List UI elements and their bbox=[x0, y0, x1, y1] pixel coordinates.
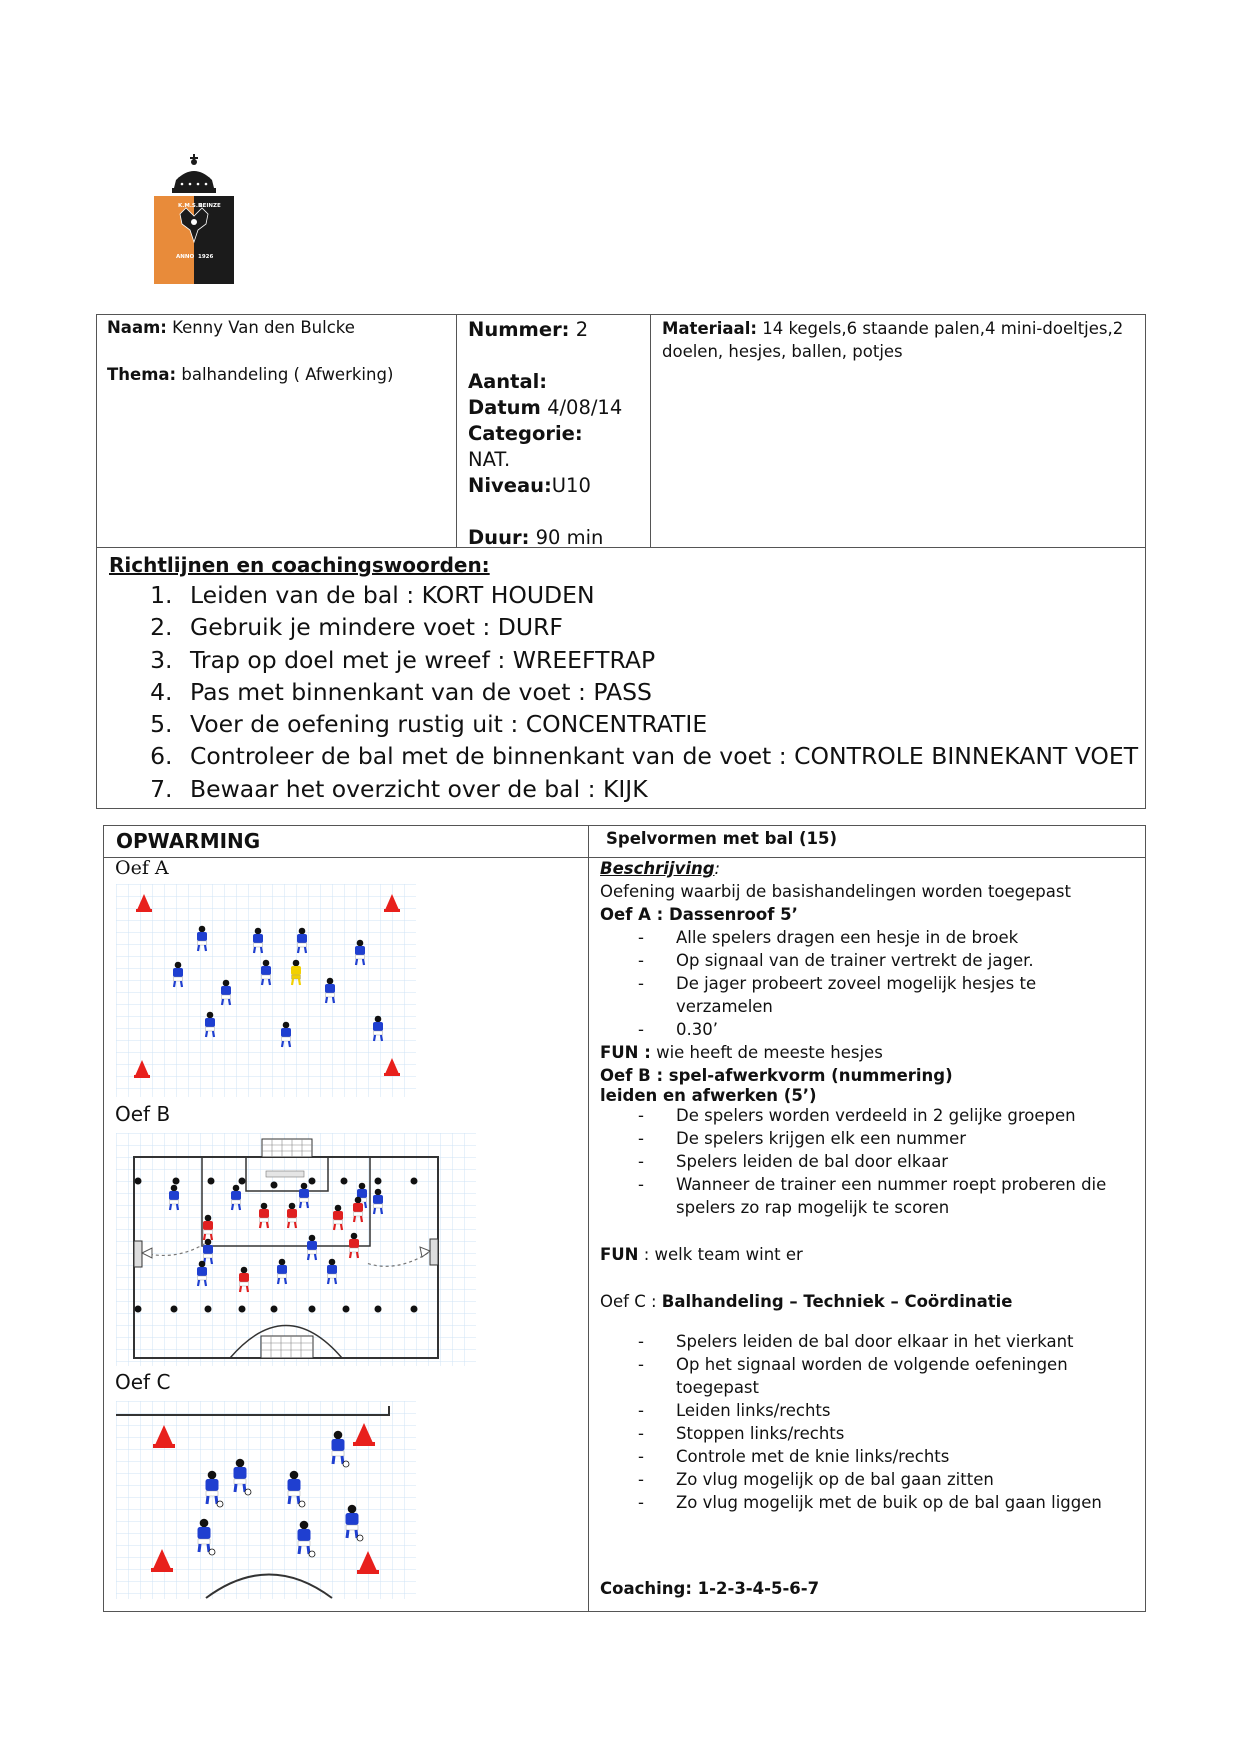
thema-value: balhandeling ( Afwerking) bbox=[181, 365, 394, 384]
oef-a-item: De jager probeert zoveel mogelijk hesjes te bbox=[676, 974, 1037, 993]
oef-b-title-1: Oef B : spel-afwerkvorm (nummering) bbox=[600, 1066, 953, 1085]
guideline-item: 3. Trap op doel met je wreef : WREEFTRAP bbox=[180, 644, 1138, 676]
coaching-line: Coaching: 1-2-3-4-5-6-7 bbox=[600, 1579, 820, 1598]
guideline-item: 2. Gebruik je mindere voet : DURF bbox=[180, 611, 1138, 643]
beschrijving-colon: : bbox=[714, 859, 721, 878]
oef-a-item: Alle spelers dragen een hesje in de broek bbox=[676, 928, 1019, 947]
oef-b-item: De spelers krijgen elk een nummer bbox=[676, 1129, 967, 1148]
guidelines-title: Richtlijnen en coachingswoorden: bbox=[109, 553, 490, 577]
oef-b-label: Oef B bbox=[115, 1102, 171, 1126]
oef-c-item: Op het signaal worden de volgende oefeningen bbox=[676, 1355, 1068, 1374]
naam-value: Kenny Van den Bulcke bbox=[172, 318, 355, 337]
svg-text:K.M.S.K.: K.M.S.K. bbox=[178, 203, 205, 209]
materiaal-value: 14 kegels,6 staande palen,4 mini-doeltjes,2 doelen, hesjes, ballen, potjes bbox=[662, 319, 1124, 361]
oef-b-item: Spelers leiden de bal door elkaar bbox=[676, 1152, 949, 1171]
svg-text:ANNO: ANNO bbox=[176, 254, 195, 260]
duur-value: 90 min bbox=[535, 526, 604, 549]
fun-a-text: wie heeft de meeste hesjes bbox=[656, 1043, 883, 1062]
oef-a-label: Oef A bbox=[115, 857, 169, 879]
datum-label: Datum bbox=[468, 396, 541, 419]
duur-label: Duur: bbox=[468, 526, 530, 549]
guideline-item: 7. Bewaar het overzicht over de bal : KIJK bbox=[180, 773, 1138, 805]
oef-c-title: Balhandeling – Techniek – Coördinatie bbox=[661, 1292, 1013, 1311]
guideline-item: 6. Controleer de bal met de binnenkant van de voet : CONTROLE BINNEKANT VOET bbox=[180, 740, 1138, 772]
session-table: OPWARMING Spelvormen met bal (15) Oef A Oef B Oef C Beschrijving: Oefening waarbij de basishandelingen worden toegepast Oef A : Dassenroof 5’ - Alle spelers dragen een hesje in de broek - Op signaal van de trainer vertrekt de jager. - De jager probeert zoveel mogelijk hesjes te verzamelen - 0.30’ FUN : wie heeft de meeste hesjes Oef B : spel-afwerkvorm (nummering) leiden en afwerken (5’) - De spelers worden verdeeld in 2 gelijke groepen - De spelers krijgen elk een nummer - Spelers leiden de bal door elkaar - Wanneer de trainer een nummer roept proberen die spelers zo rap mogelijk te scoren FUN : welk team wint er Oef C : Balhandeling – Techniek – Coördinatie - Spelers leiden de bal door elkaar in het vierkant - Op het signaal worden de volgende oefeningen toegepast - Leiden links/rechts - Stoppen links/rechts - Controle met de knie links/rechts - Zo vlug mogelijk op de bal gaan zitten - Zo vlug mogelijk met de buik op de bal gaan liggen Coaching: 1-2-3-4-5-6-7 bbox=[103, 825, 1146, 1612]
nummer-label: Nummer: bbox=[468, 318, 570, 341]
oef-c-item: Zo vlug mogelijk met de buik op de bal gaan liggen bbox=[676, 1493, 1102, 1512]
guideline-item: 5. Voer de oefening rustig uit : CONCENTRATIE bbox=[180, 708, 1138, 740]
oef-b-item: De spelers worden verdeeld in 2 gelijke groepen bbox=[676, 1106, 1076, 1125]
niveau-value: U10 bbox=[551, 474, 591, 497]
guidelines-box bbox=[96, 547, 1146, 809]
svg-text:1926: 1926 bbox=[198, 254, 214, 260]
oef-b-title-2: leiden en afwerken (5’) bbox=[600, 1086, 817, 1105]
oef-c-item: Spelers leiden de bal door elkaar in het vierkant bbox=[676, 1332, 1074, 1351]
fun-b-text: : welk team wint er bbox=[643, 1245, 803, 1264]
fun-a-label: FUN : bbox=[600, 1043, 651, 1062]
niveau-label: Niveau: bbox=[468, 474, 552, 497]
oef-b-item: Wanneer de trainer een nummer roept proberen die bbox=[676, 1175, 1107, 1194]
naam-thema-cell bbox=[97, 315, 457, 547]
materiaal-label: Materiaal: bbox=[662, 319, 757, 338]
oef-c-item: Leiden links/rechts bbox=[676, 1401, 831, 1420]
fun-b-label: FUN bbox=[600, 1245, 639, 1264]
section-subtitle: Spelvormen met bal (15) bbox=[606, 829, 838, 848]
oef-a-item: verzamelen bbox=[676, 997, 773, 1016]
beschrijving-label: Beschrijving bbox=[600, 859, 715, 878]
oef-a-item: Op signaal van de trainer vertrekt de jager. bbox=[676, 951, 1034, 970]
categorie-label: Categorie: bbox=[468, 422, 583, 445]
oef-c-item: Zo vlug mogelijk op de bal gaan zitten bbox=[676, 1470, 994, 1489]
guideline-item: 4. Pas met binnenkant van de voet : PASS bbox=[180, 676, 1138, 708]
oef-c-label: Oef C bbox=[115, 1370, 171, 1394]
details-cell bbox=[457, 315, 651, 547]
oef-b-item: spelers zo rap mogelijk te scoren bbox=[676, 1198, 950, 1217]
oef-c-item: Stoppen links/rechts bbox=[676, 1424, 845, 1443]
materiaal-cell bbox=[651, 315, 1145, 547]
categorie-value: NAT. bbox=[468, 448, 511, 471]
oef-c-item: Controle met de knie links/rechts bbox=[676, 1447, 950, 1466]
datum-value: 4/08/14 bbox=[547, 396, 623, 419]
thema-label: Thema: bbox=[107, 365, 177, 384]
oef-a-title: Oef A : Dassenroof 5’ bbox=[600, 905, 798, 924]
club-logo bbox=[152, 150, 236, 285]
diagram-oef-a bbox=[116, 884, 416, 1101]
svg-text:DEINZE: DEINZE bbox=[198, 203, 221, 209]
intro-text: Oefening waarbij de basishandelingen worden toegepast bbox=[600, 882, 1071, 901]
guidelines-list bbox=[145, 579, 1138, 805]
diagram-oef-b bbox=[116, 1133, 476, 1370]
oef-a-item: 0.30’ bbox=[676, 1020, 718, 1039]
guideline-item: 1. Leiden van de bal : KORT HOUDEN bbox=[180, 579, 1138, 611]
info-table bbox=[96, 314, 1146, 548]
aantal-label: Aantal: bbox=[468, 370, 548, 393]
nummer-value: 2 bbox=[575, 318, 589, 341]
oef-c-prefix: Oef C : bbox=[600, 1292, 657, 1311]
section-title: OPWARMING bbox=[116, 829, 261, 853]
oef-c-item: toegepast bbox=[676, 1378, 759, 1397]
diagram-oef-c bbox=[116, 1401, 416, 1603]
naam-label: Naam: bbox=[107, 318, 167, 337]
